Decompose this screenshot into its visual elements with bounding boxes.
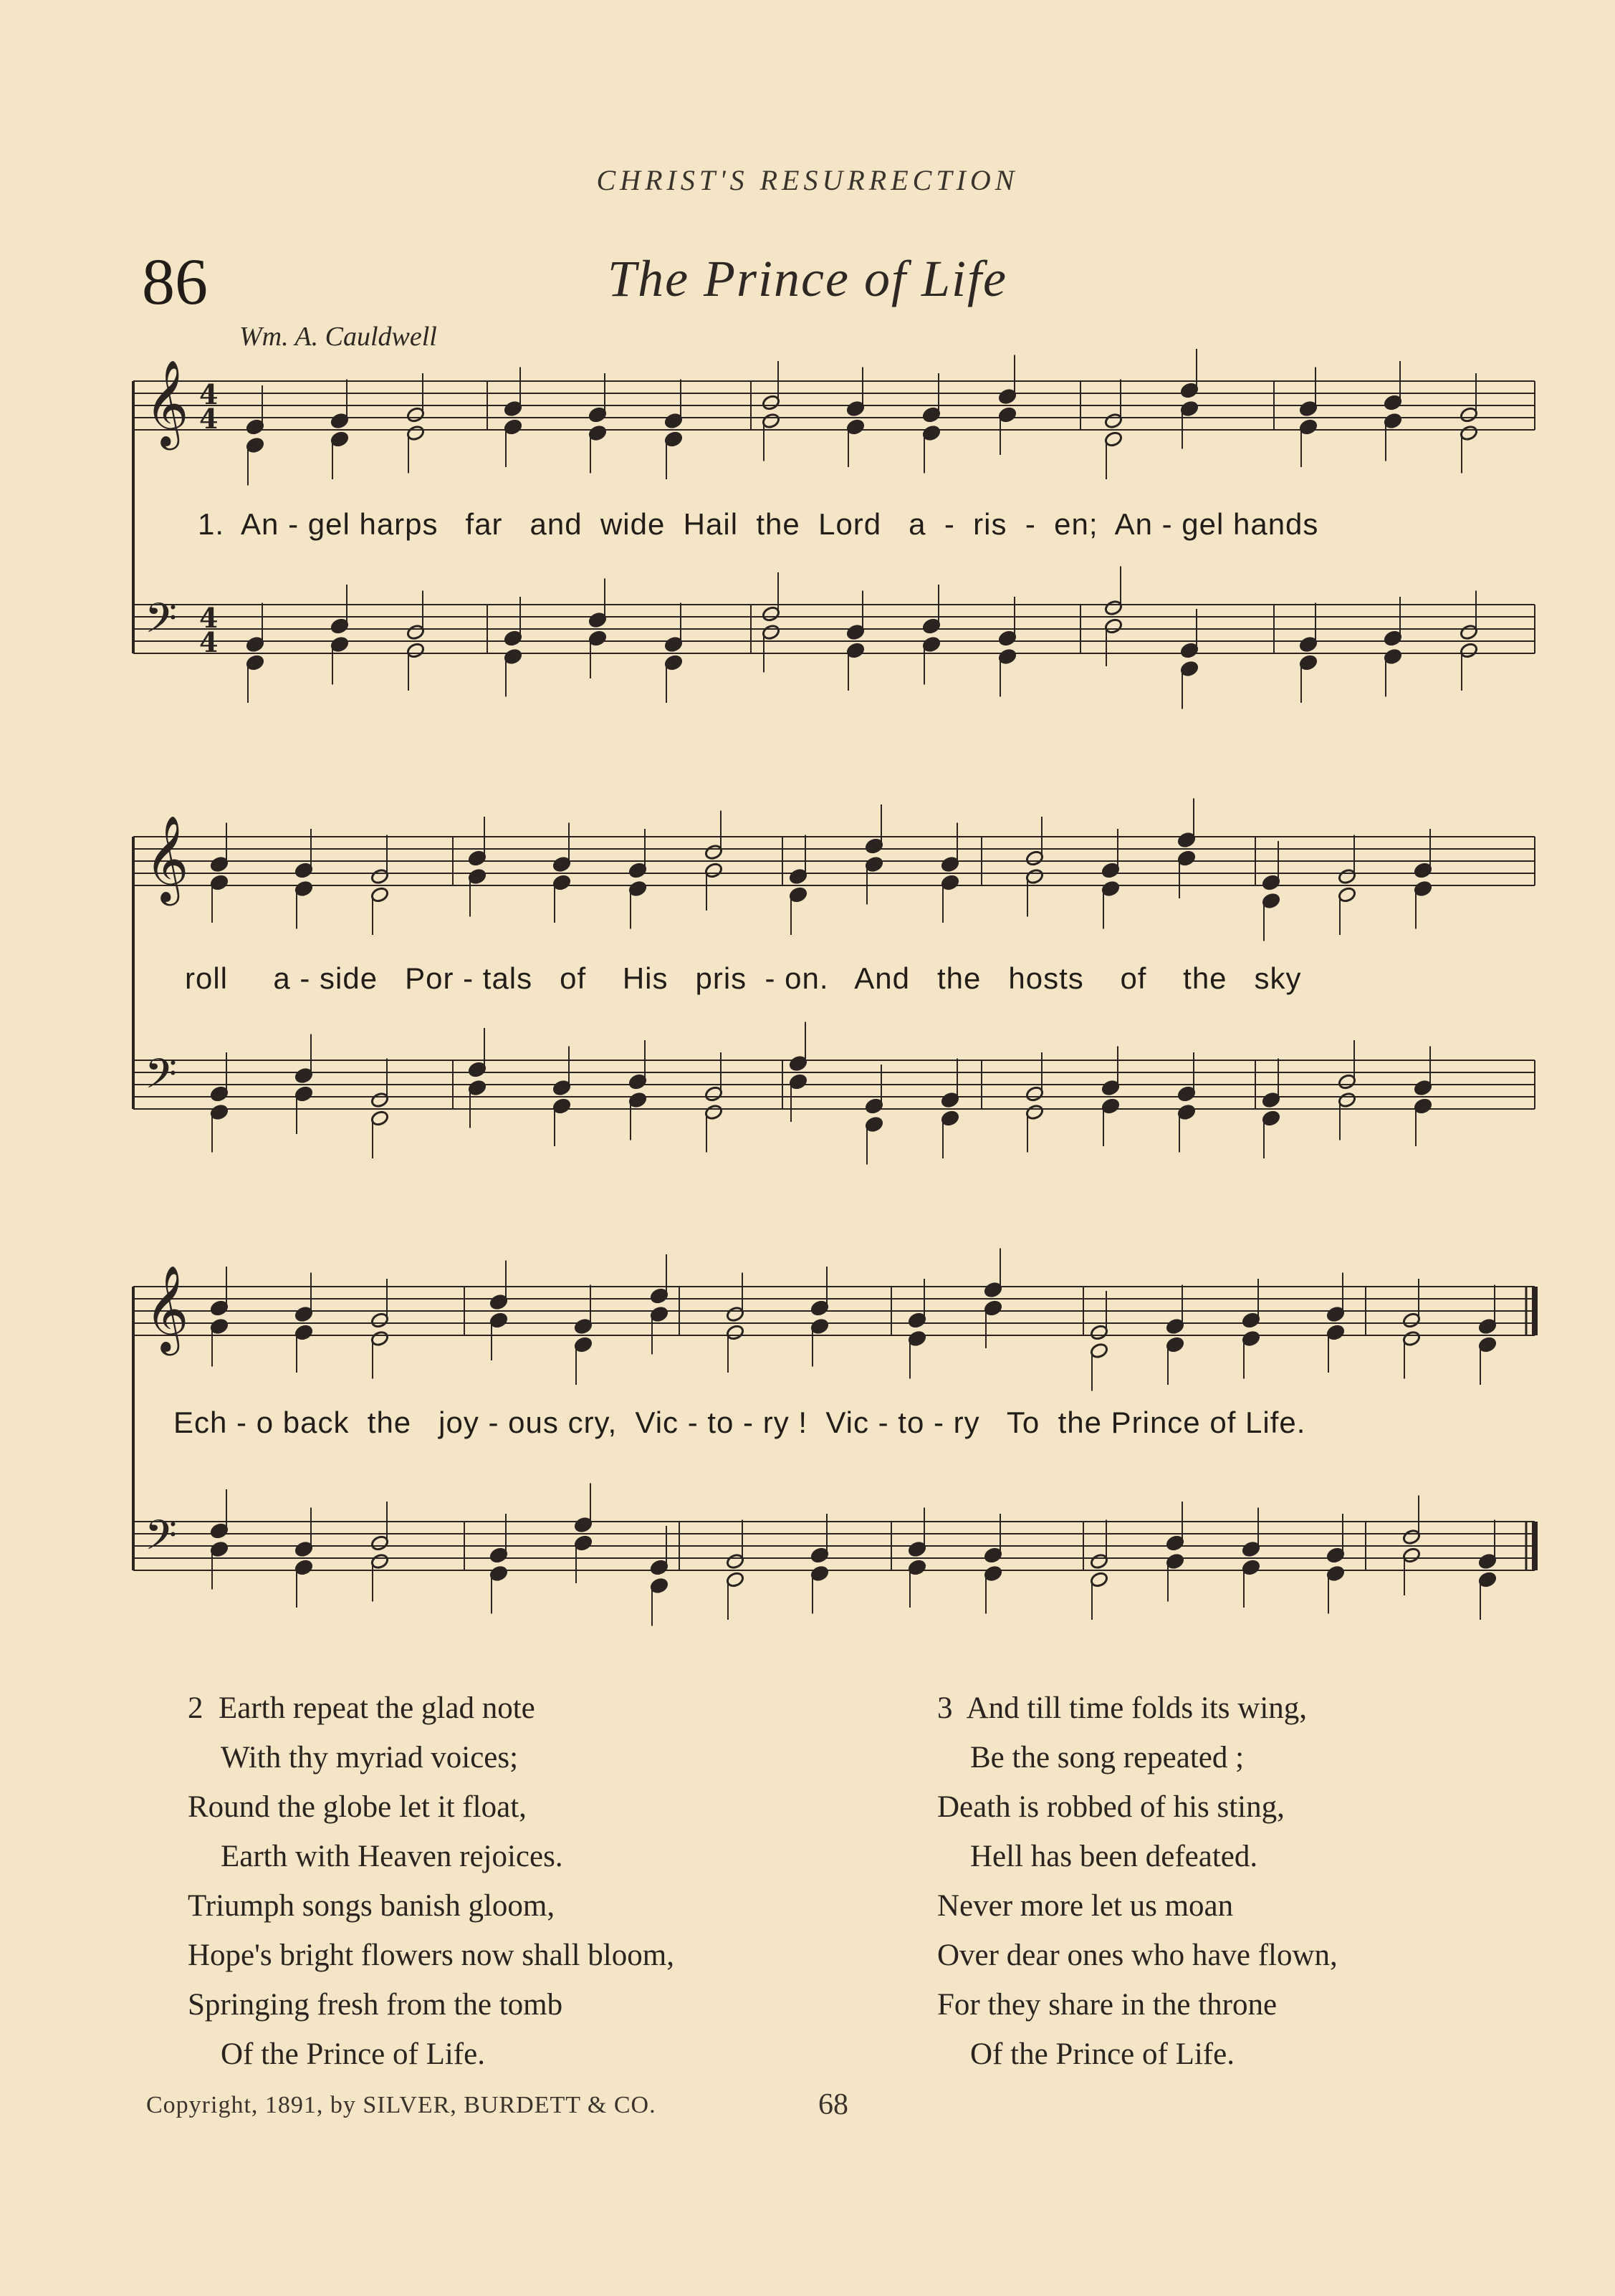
time-signature-bottom: 4 — [199, 626, 219, 658]
verse-line: 2 Earth repeat the glad note — [188, 1691, 535, 1725]
copyright-notice: Copyright, 1891, by SILVER, BURDETT & CO. — [146, 2092, 656, 2118]
verse-line: Of the Prince of Life. — [221, 2037, 485, 2071]
author-credit: Wm. A. Cauldwell — [239, 322, 437, 352]
time-signature-top: 4 — [199, 378, 219, 410]
verse-3 — [937, 1683, 1338, 2079]
verse-line: Hope's bright flowers now shall bloom, — [188, 1939, 674, 1972]
time-signature-bottom: 4 — [199, 403, 219, 435]
treble-clef-icon: 𝄞 — [145, 359, 189, 446]
page-number: 68 — [818, 2088, 848, 2121]
lyrics-line-2: roll a - side Por - tals of His pris - on. And the hosts of the sky — [185, 961, 1302, 995]
verse-line: Death is robbed of his sting, — [937, 1790, 1285, 1824]
verse-line: Never more let us moan — [937, 1889, 1234, 1923]
verse-line: Earth with Heaven rejoices. — [221, 1840, 563, 1873]
lyrics-line-1: 1. An - gel harps far and wide Hail the Lord a - ris - en; An - gel hands — [198, 507, 1319, 541]
verse-line: Over dear ones who have flown, — [937, 1939, 1338, 1972]
verse-line: 3 And till time folds its wing, — [937, 1691, 1308, 1725]
bass-clef-icon: 𝄢 — [145, 594, 178, 653]
hymn-title: The Prince of Life — [608, 250, 1007, 307]
verse-line: For they share in the throne — [937, 1988, 1278, 2022]
treble-clef-icon: 𝄞 — [145, 815, 189, 902]
verse-line: Round the globe let it float, — [188, 1790, 527, 1824]
verse-line: Of the Prince of Life. — [970, 2037, 1235, 2071]
verse-line: Triumph songs banish gloom, — [188, 1889, 555, 1923]
bass-clef-icon: 𝄢 — [145, 1049, 178, 1108]
verse-line: Hell has been defeated. — [970, 1840, 1258, 1873]
hymn-number: 86 — [142, 245, 208, 318]
verse-line: Springing fresh from the tomb — [188, 1988, 563, 2022]
bass-clef-icon: 𝄢 — [145, 1511, 178, 1570]
lyrics-line-3: Ech - o back the joy - ous cry, Vic - to - ry ! Vic - to - ry To the Prince of Life. — [173, 1406, 1306, 1439]
time-signature-top: 4 — [199, 602, 219, 634]
verse-line: With thy myriad voices; — [221, 1741, 519, 1774]
running-head: CHRIST'S RESURRECTION — [596, 164, 1019, 196]
verse-2 — [188, 1683, 674, 2079]
treble-clef-icon: 𝄞 — [145, 1264, 189, 1352]
verse-line: Be the song repeated ; — [970, 1741, 1245, 1774]
